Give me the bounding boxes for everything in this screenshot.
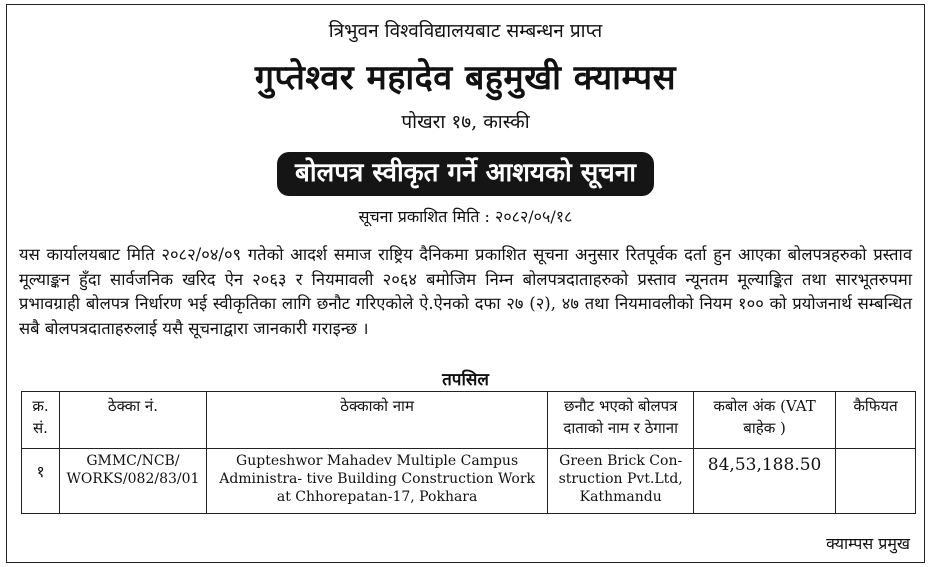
header-amount: कबोल अंक (VAT बाहेक ) <box>694 392 836 449</box>
notice-title: बोलपत्र स्वीकृत गर्ने आशयको सूचना <box>277 152 654 196</box>
cell-amount: 84,53,188.50 <box>694 449 836 514</box>
tender-table <box>21 391 916 514</box>
notice-paragraph: यस कार्यालयबाट मिति २०८२/०४/०९ गतेको आदर्श समाज राष्ट्रिय दैनिकमा प्रकाशित सूचना अनुसार रितपूर्वक दर्ता हुन आएका बोलपत्रहरुको प्रस्ताव मूल्याङ्कन हुँदा सार्वजनिक खरिद ऐन २०६३ र नियमावली २०६४ बमोजिम निम्न बोलपत्रदाताहरुको प्रस्ताव न्यूनतम मूल्याङ्कित तथा सारभूतरुपमा प्रभावग्राही बोलपत्र निर्धारण भई स्वीकृतिका लागि छनौट गरिएकोले ऐ.ऐनको दफा २७ (२), ४७ तथा नियमावलीको नियम १०० को प्रयोजनार्थ सम्बन्धित सबै बोलपत्रदाताहरुलाई यसै सूचनाद्वारा जानकारी गराइन्छ । <box>19 245 912 338</box>
details-heading: तपसिल <box>442 370 489 390</box>
table-header-row <box>22 392 916 449</box>
signatory: क्याम्पस प्रमुख <box>826 534 910 553</box>
header-remarks: कैफियत <box>836 392 916 449</box>
notice-title-banner <box>7 152 924 196</box>
table-row <box>22 449 916 514</box>
header-bidder: छनौट भएको बोलपत्र दाताको नाम र ठेगाना <box>548 392 694 449</box>
cell-bidder: Green Brick Con- struction Pvt.Ltd, Kathmandu <box>548 449 694 514</box>
campus-location: पोखरा १७, कास्की <box>401 111 530 133</box>
header-contract-name: ठेक्काको नाम <box>206 392 547 449</box>
cell-contract-no: GMMC/NCB/ WORKS/082/83/01 <box>59 449 206 514</box>
published-date: सूचना प्रकाशित मिति : २०८२/०५/१८ <box>358 207 573 226</box>
header-sn: क्र. सं. <box>22 392 60 449</box>
cell-sn: १ <box>22 449 60 514</box>
cell-contract-name: Gupteshwor Mahadev Multiple Campus Administra- tive Building Construction Work at Chhorepatan-17, Pokhara <box>206 449 547 514</box>
campus-name: गुप्तेश्वर महादेव बहुमुखी क्याम्पस <box>254 58 677 98</box>
cell-remarks <box>836 449 916 514</box>
notice-frame <box>6 4 925 563</box>
affiliation-text: त्रिभुवन विश्वविद्यालयबाट सम्बन्धन प्राप्त <box>328 20 603 42</box>
header-contract-no: ठेक्का नं. <box>59 392 206 449</box>
